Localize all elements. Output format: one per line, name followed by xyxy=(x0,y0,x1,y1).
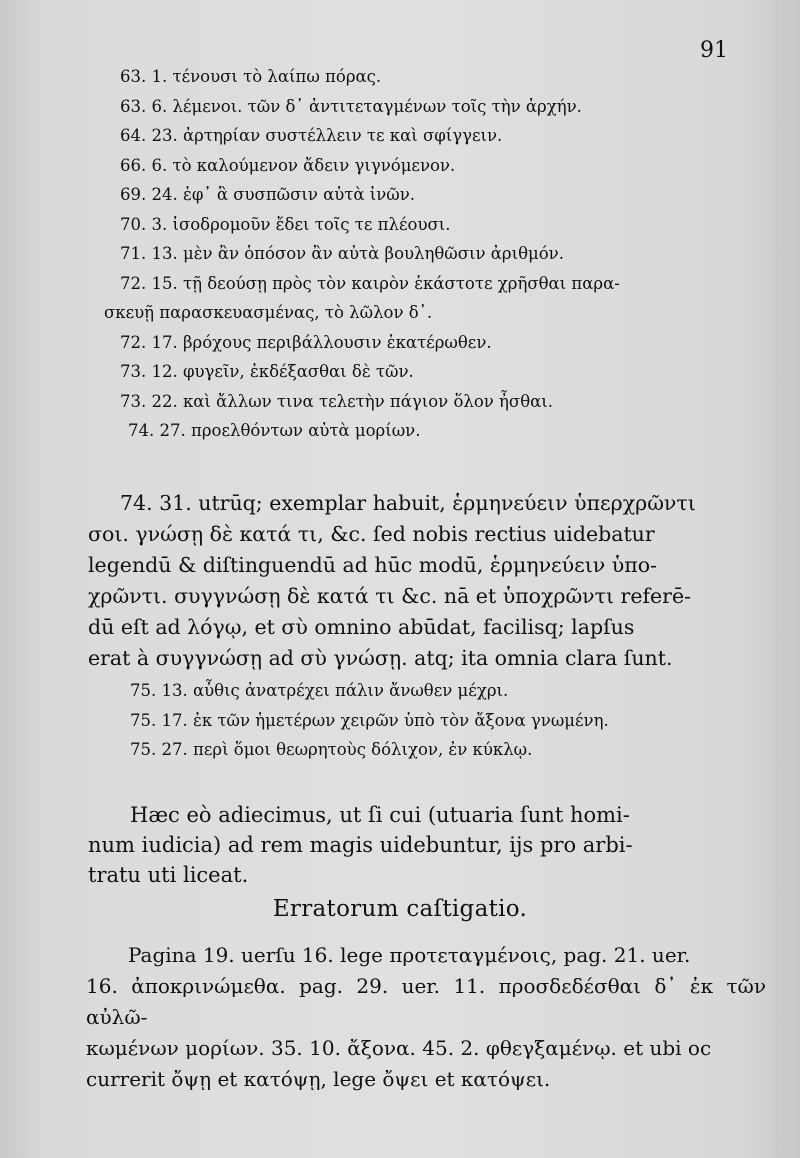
note-line: 73. 22. καὶ ἄλλων τινα τελετὴν πάγιον ὅλον ἦσθαι. xyxy=(120,391,553,411)
paragraph-line: erat à συγγνώσῃ ad σὺ γνώσῃ. atq; ita omnia clara ſunt. xyxy=(88,646,673,670)
note-line: 63. 1. τένουσι τὸ λαίπω πόρας. xyxy=(120,67,382,86)
errata-line: κωμένων μορίων. 35. 10. ἄξονα. 45. 2. φθεγξαμένῳ. et ubi oc xyxy=(86,1036,712,1060)
paragraph-line: Hæc eò adiecimus, ut ſi cui (utuaria ſunt homi- xyxy=(130,803,630,827)
errata-body xyxy=(86,940,766,1095)
note-line: 71. 13. μὲν ἂν ὁπόσον ἂν αὐτὰ βουληθῶσιν ἀριθμόν. xyxy=(120,244,564,263)
note-line: 64. 23. ἀρτηρίαν συστέλλειν τε καὶ σφίγγειν. xyxy=(120,126,503,145)
page-number: 91 xyxy=(700,38,728,63)
paragraph-line: dū eſt ad λόγῳ, et σὺ omnino abūdat, facilisq; lapſus xyxy=(88,615,635,639)
note-line: 70. 3. ἰσοδρομοῦν ἔδει τοῖς τε πλέουσι. xyxy=(120,214,451,234)
paragraph-line: χρῶντι. συγγνώσῃ δὲ κατά τι &c. nā et ὑποχρῶντι referē- xyxy=(88,584,692,608)
note-line-continued: σκευῇ παρασκευασμένας, τὸ λῶλον δ᾽. xyxy=(104,303,433,322)
notes-list-mid xyxy=(118,676,758,765)
note-line: 74. 27. προελθόντων αὐτὰ μορίων. xyxy=(128,421,421,440)
note-line: 72. 15. τῇ δεούσῃ πρὸς τὸν καιρὸν ἑκάστοτε χρῆσθαι παρα- xyxy=(120,273,620,293)
notes-list-top xyxy=(104,62,744,446)
errata-line: Pagina 19. uerſu 16. lege προτεταγμένοις, pag. 21. uer. xyxy=(128,943,691,967)
note-line: 75. 27. περὶ ὅμοι θεωρητοὺς δόλιχον, ἐν κύκλῳ. xyxy=(130,740,533,759)
note-line: 75. 13. αὖθις ἀνατρέχει πάλιν ἄνωθεν μέχρι. xyxy=(130,681,509,700)
note-line: 69. 24. ἐφ᾽ ἃ συσπῶσιν αὐτὰ ἰνῶν. xyxy=(120,185,416,204)
note-line: 66. 6. τὸ καλούμενον ἄδειν γιγνόμενον. xyxy=(120,155,456,175)
paragraph-line: tratu uti liceat. xyxy=(88,863,249,887)
note-line: 63. 6. λέμενοι. τῶν δ᾽ ἀντιτεταγμένων τοῖς τὴν ἀρχήν. xyxy=(120,96,582,116)
paragraph-line: σοι. γνώσῃ δὲ κατά τι, &c. ſed nobis rectius uidebatur xyxy=(88,522,655,546)
latin-paragraph-commentary xyxy=(88,488,764,674)
paragraph-line: legendū & diſtinguendū ad hūc modū, ἑρμηνεύειν ὑπο- xyxy=(88,553,657,577)
note-line: 73. 12. φυγεῖν, ἐκδέξασθαι δὲ τῶν. xyxy=(120,362,414,381)
note-line: 75. 17. ἐκ τῶν ἡμετέρων χειρῶν ὑπὸ τὸν ἄξονα γνωμένη. xyxy=(130,710,609,730)
latin-paragraph-closing xyxy=(88,800,764,890)
paragraph-line: num iudicia) ad rem magis uidebuntur, ijs pro arbi- xyxy=(88,833,633,857)
errata-line: currerit ὄψῃ et κατόψῃ, lege ὄψει et κατόψει. xyxy=(86,1067,551,1091)
note-line: 72. 17. βρόχους περιβάλλουσιν ἑκατέρωθεν. xyxy=(120,332,492,352)
errata-heading: Erratorum caſtigatio. xyxy=(272,896,528,922)
errata-line: 16. ἀποκρινώμεθα. pag. 29. uer. 11. προσδεδέσθαι δ᾽ ἐκ τῶν αὐλῶ- xyxy=(86,974,766,1029)
paragraph-line: 74. 31. utrūq; exemplar habuit, ἑρμηνεύειν ὑπερχρῶντι xyxy=(120,491,696,515)
